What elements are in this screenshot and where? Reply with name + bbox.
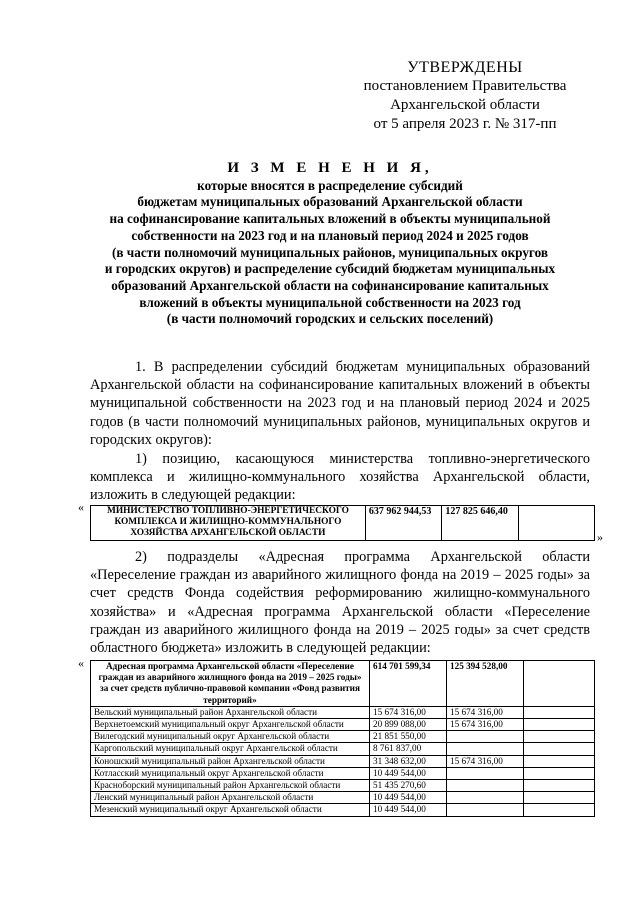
row-name: Вилегодский муниципальный округ Архангельской области [91, 731, 370, 743]
row-2023: 51 435 270,60 [370, 780, 447, 792]
row-2025 [524, 792, 595, 804]
title-line: (в части полномочий городских и сельских поселений) [166, 311, 494, 327]
title-line: на софинансирование капитальных вложений в объекты муниципальной [109, 211, 551, 227]
program-name: Адресная программа Архангельской области «Переселение граждан из аварийного жилищного фонда на 2019 – 2025 годы» за счет средств публично-правовой компании «Фонд развития территорий» [91, 661, 370, 707]
ministry-name: МИНИСТЕРСТВО ТОПЛИВНО-ЭНЕРГЕТИЧЕСКОГО КОМПЛЕКСА И ЖИЛИЩНО-КОММУНАЛЬНОГО ХОЗЯЙСТВА АРХАНГЕЛЬСКОЙ ОБЛАСТИ [91, 506, 366, 541]
row-2025 [524, 731, 595, 743]
approval-stamp [340, 58, 590, 134]
paragraph-3-text: 2) подразделы «Адресная программа Архангельской области «Переселение граждан из аварийного жилищного фонда на 2019 – 2025 годы» за счет средств Фонда содействия реформированию жилищно-коммунального хозяйства» и «Адресная программа Архангельской области «Переселение граждан из аварийного жилищного фонда на 2019 – 2025 годы» за счет средств областного бюджета» изложить в следующей редакции: [90, 549, 590, 657]
row-name: Котласский муниципальный округ Архангельской области [91, 767, 370, 779]
row-2023: 10 449 544,00 [370, 767, 447, 779]
table-row [91, 767, 595, 779]
row-2023: 31 348 632,00 [370, 755, 447, 767]
title-line: образований Архангельской области на софинансирование капитальных [111, 277, 549, 293]
table-row [91, 719, 595, 731]
approved-line-1: постановлением Правительства [363, 78, 567, 94]
row-2025 [524, 804, 595, 816]
table-row [91, 792, 595, 804]
quote-open-2: « [78, 656, 84, 670]
ministry-table [90, 505, 595, 541]
program-2024: 125 394 528,00 [447, 661, 524, 707]
title-line: бюджетам муниципальных образований Архангельской области [137, 194, 523, 210]
table-row [91, 731, 595, 743]
row-2023: 21 851 550,00 [370, 731, 447, 743]
row-name: Вельский муниципальный район Архангельской области [91, 706, 370, 718]
title-word: И З М Е Н Е Н И Я, [227, 160, 433, 176]
row-2024: 15 674 316,00 [447, 719, 524, 731]
paragraph-1 [90, 358, 590, 449]
paragraph-3 [90, 548, 590, 657]
title-line: (в части полномочий муниципальных районов, муниципальных округов [112, 244, 548, 260]
row-2023: 10 449 544,00 [370, 792, 447, 804]
row-2025 [524, 743, 595, 755]
row-2023: 8 761 837,00 [370, 743, 447, 755]
row-name: Мезенский муниципальный округ Архангельской области [91, 804, 370, 816]
title-line: вложений в объекты муниципальной собственности на 2023 год [139, 294, 521, 310]
row-name: Красноборский муниципальный район Архангельской области [91, 780, 370, 792]
row-2024 [447, 792, 524, 804]
table-row [91, 506, 595, 541]
row-2025 [524, 719, 595, 731]
approved-line-2: Архангельской области [390, 97, 540, 113]
row-2023: 15 674 316,00 [370, 706, 447, 718]
row-2025 [524, 767, 595, 779]
ministry-2024: 127 825 646,40 [442, 506, 518, 541]
row-2025 [524, 755, 595, 767]
row-2024 [447, 767, 524, 779]
row-2024: 15 674 316,00 [447, 755, 524, 767]
row-2024 [447, 804, 524, 816]
approved-line-3: от 5 апреля 2023 г. № 317-пп [373, 116, 557, 132]
table-row [91, 706, 595, 718]
document-title [70, 160, 590, 328]
program-table [90, 660, 595, 817]
program-2025 [524, 661, 595, 707]
row-name: Ленский муниципальный район Архангельской области [91, 792, 370, 804]
program-2023: 614 701 599,34 [370, 661, 447, 707]
row-2024 [447, 743, 524, 755]
row-2023: 10 449 544,00 [370, 804, 447, 816]
row-2024: 15 674 316,00 [447, 706, 524, 718]
table-header-row [91, 661, 595, 707]
table-row [91, 780, 595, 792]
table-row [91, 804, 595, 816]
title-line: и городских округов) и распределение субсидий бюджетам муниципальных [104, 261, 556, 277]
title-line: которые вносятся в распределение субсидий [197, 177, 463, 193]
row-name: Каргопольский муниципальный округ Архангельской области [91, 743, 370, 755]
paragraph-2 [90, 450, 590, 505]
row-2024 [447, 780, 524, 792]
table-row [91, 755, 595, 767]
paragraph-2-text: 1) позицию, касающуюся министерства топливно-энергетического комплекса и жилищно-коммунального хозяйства Архангельской области, изложить в следующей редакции: [90, 451, 590, 504]
row-2023: 20 899 088,00 [370, 719, 447, 731]
row-2025 [524, 780, 595, 792]
row-2024 [447, 731, 524, 743]
quote-open: « [78, 500, 84, 514]
ministry-2023: 637 962 944,53 [365, 506, 441, 541]
ministry-2025 [518, 506, 594, 541]
row-name: Коношский муниципальный район Архангельской области [91, 755, 370, 767]
title-line: собственности на 2023 год и на плановый период 2024 и 2025 годов [131, 227, 529, 243]
approved-heading: УТВЕРЖДЕНЫ [407, 59, 523, 76]
quote-close: » [597, 530, 603, 544]
paragraph-1-text: 1. В распределении субсидий бюджетам муниципальных образований Архангельской области на софинансирование капитальных вложений в объекты муниципальной собственности на 2023 год и на плановый период 2024 и 2025 годов (в части полномочий муниципальных районов, муниципальных округов и городских округов): [90, 359, 590, 448]
row-name: Верхнетоемский муниципальный округ Архангельской области [91, 719, 370, 731]
row-2025 [524, 706, 595, 718]
table-row [91, 743, 595, 755]
